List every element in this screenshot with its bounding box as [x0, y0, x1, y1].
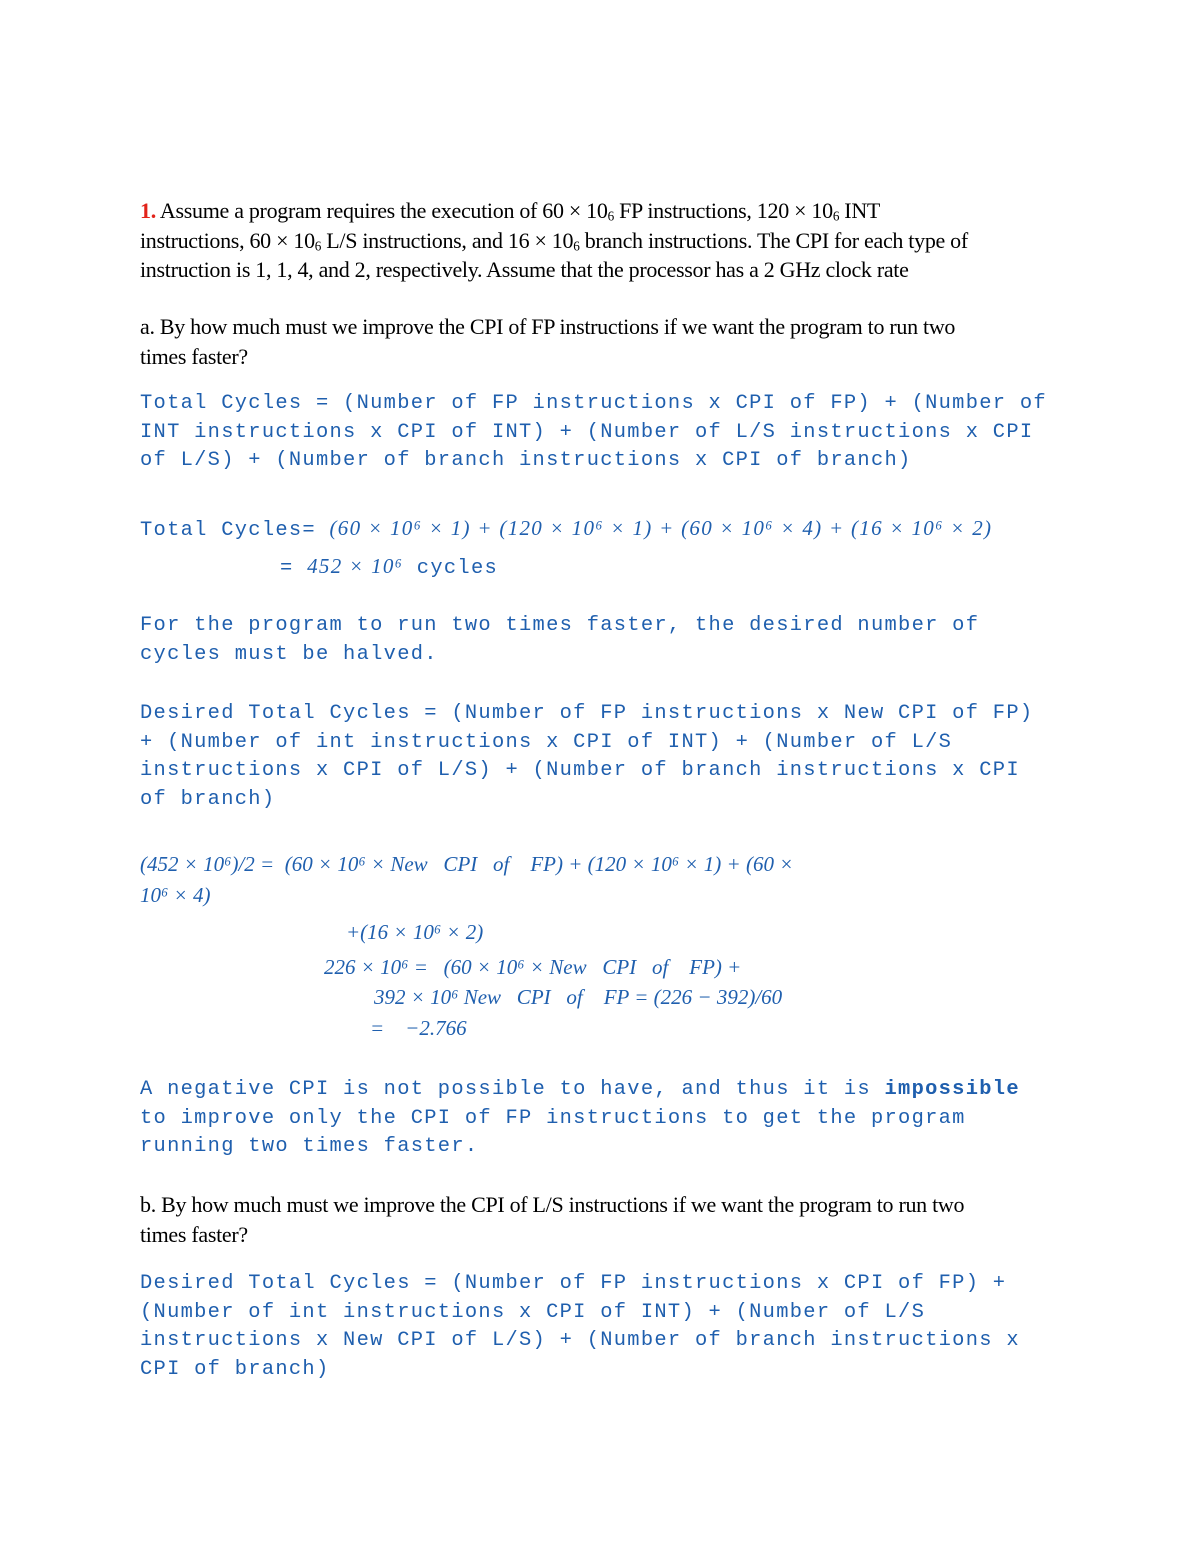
equation-line-2: 10⁶ × 4) — [140, 883, 211, 907]
question-intro — [140, 196, 1080, 285]
equation-line-5: 392 × 10⁶ New CPI of FP = (226 − 392)/60 — [374, 985, 783, 1009]
part-a-conclusion: A negative CPI is not possible to have, and thus it is impossible to improve only the CPI of FP instructions to get the program running two times faster. — [140, 1078, 1020, 1159]
impossible-emphasis: impossible — [884, 1078, 1020, 1101]
question-number: 1. — [140, 198, 156, 223]
desired-cycles-definition-b: Desired Total Cycles = (Number of FP instructions x CPI of FP) + (Number of int instructions x CPI of INT) + (Number of L/S instructions x New CPI of L/S) + (Number of branch instructions x CPI of branch) — [140, 1272, 1020, 1381]
equation-line-3: +(16 × 10⁶ × 2) — [346, 920, 484, 944]
part-b-question: b. By how much must we improve the CPI of L/S instructions if we want the program to run two times faster? — [140, 1192, 965, 1247]
total-cycles-result: = 452 × 10⁶ cycles — [280, 554, 499, 580]
desired-cycles-definition-a: Desired Total Cycles = (Number of FP instructions x New CPI of FP) + (Number of int instructions x CPI of INT) + (Number of L/S instructions x CPI of L/S) + (Number of branch instructions x CPI of branch) — [140, 702, 1034, 811]
equation-line-6: = −2.766 — [370, 1016, 467, 1040]
equation-line-4: 226 × 10⁶ = (60 × 10⁶ × New CPI of FP) + — [324, 955, 742, 979]
total-cycles-expression: (60 × 10⁶ × 1) + (120 × 10⁶ × 1) + (60 × 10⁶ × 4) + (16 × 10⁶ × 2) — [329, 516, 993, 540]
total-cycles-definition: Total Cycles = (Number of FP instructions x CPI of FP) + (Number of INT instructions x CPI of INT) + (Number of L/S instructions x CPI of L/S) + (Number of branch instructions x CPI of branch) — [140, 392, 1047, 473]
total-cycles-computation: Total Cycles= (60 × 10⁶ × 1) + (120 × 10⁶ × 1) + (60 × 10⁶ × 4) + (16 × 10⁶ × 2) — [140, 516, 993, 542]
halved-explanation: For the program to run two times faster, the desired number of cycles must be halved. — [140, 614, 980, 666]
equation-line-1: (452 × 10⁶)/2 = (60 × 10⁶ × New CPI of FP) + (120 × 10⁶ × 1) + (60 × — [140, 852, 794, 876]
question-intro-line2: instructions, $60 \times 10_6$ L/S instructions, and $16 \times 10_6$ branch instructions. The CPI for each type of — [140, 227, 968, 254]
question-intro-line1: 1. Assume a program requires the execution of $60 \times 10_6$ FP instructions, $120 \times 10_6$ INT — [140, 198, 881, 224]
part-a-question: a. By how much must we improve the CPI of FP instructions if we want the program to run two times faster? — [140, 314, 956, 369]
question-intro-line3: instruction is 1, 1, 4, and 2, respectively. Assume that the processor has a 2 GHz clock rate — [140, 257, 909, 282]
